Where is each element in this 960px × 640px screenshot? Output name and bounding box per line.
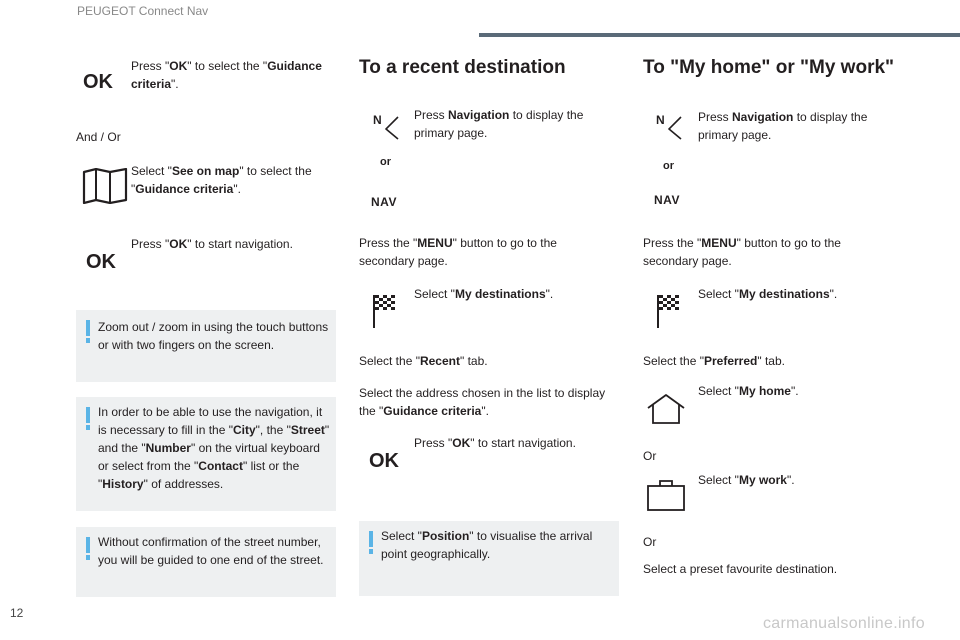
map-icon	[82, 168, 130, 209]
step-see-on-map: Select "See on map" to select the "Guidance criteria".	[131, 164, 312, 196]
note-street-number	[76, 527, 336, 597]
note-position	[359, 521, 619, 596]
or-label: or	[663, 160, 674, 172]
info-marker-icon-lower	[86, 338, 90, 343]
note-fill-address	[76, 397, 336, 511]
step-press-menu: Press the "MENU" button to go to the secondary page.	[359, 236, 557, 268]
or-text: Or	[643, 449, 657, 463]
step-preferred-tab: Select the "Preferred" tab.	[643, 354, 785, 368]
header-title: PEUGEOT Connect Nav	[77, 4, 209, 18]
step-press-menu: Press the "MENU" button to go to the secondary page.	[643, 236, 841, 268]
svg-text:N: N	[373, 113, 382, 127]
ok-icon: OK	[369, 450, 399, 472]
svg-text:N: N	[656, 113, 665, 127]
step-preset-destination: Select a preset favourite destination.	[643, 562, 838, 576]
nav-button-icon: NAV	[654, 193, 680, 207]
info-marker-icon	[86, 537, 90, 553]
navigation-arrow-icon	[655, 113, 685, 146]
home-icon	[646, 393, 686, 430]
step-my-destinations: Select "My destinations".	[414, 287, 554, 301]
step-select-guidance: Press "OK" to select the "Guidance criteria".	[131, 59, 322, 91]
info-marker-icon-lower	[86, 425, 90, 430]
note-zoom-text: Zoom out / zoom in using the touch buttons or with two fingers on the screen.	[98, 320, 329, 352]
header-bar	[479, 33, 960, 37]
nav-button-icon: NAV	[371, 195, 397, 209]
note-position-text: Select "Position" to visualise the arrival point geographically.	[381, 529, 593, 561]
checkered-flag-icon	[371, 293, 397, 334]
checkered-flag-icon	[655, 293, 681, 334]
step-my-home: Select "My home".	[698, 384, 799, 398]
or-label: or	[380, 156, 391, 168]
and-or-text: And / Or	[76, 130, 121, 144]
heading-recent-destination: To a recent destination	[359, 57, 566, 78]
ok-icon: OK	[86, 251, 116, 273]
navigation-arrow-icon	[372, 113, 402, 146]
note-zoom	[76, 310, 336, 382]
heading-my-home-work: To "My home" or "My work"	[643, 57, 895, 78]
step-select-address: Select the address chosen in the list to display the "Guidance criteria".	[359, 386, 606, 418]
step-recent-tab: Select the "Recent" tab.	[359, 354, 488, 368]
ok-icon: OK	[83, 71, 113, 93]
note-street-number-text: Without confirmation of the street number, you will be guided to one end of the street.	[98, 535, 324, 567]
note-fill-address-text: In order to be able to use the navigation, it is necessary to fill in the "City", the "Street" and the "Number" on the virtual keyboard or select from the "Contact" list or the "History" of addresses.	[98, 405, 330, 491]
watermark-text: carmanualsonline.info	[763, 615, 925, 632]
or-text: Or	[643, 535, 657, 549]
step-start-navigation: Press "OK" to start navigation.	[131, 237, 293, 251]
step-start-navigation: Press "OK" to start navigation.	[414, 436, 576, 450]
page-number: 12	[10, 606, 24, 620]
info-marker-icon-lower	[369, 549, 373, 554]
step-my-work: Select "My work".	[698, 473, 795, 487]
info-marker-icon	[86, 407, 90, 423]
info-marker-icon-lower	[86, 555, 90, 560]
step-press-navigation: Press Navigation to display the primary page.	[698, 110, 868, 142]
step-press-navigation: Press Navigation to display the primary page.	[414, 108, 584, 140]
info-marker-icon	[86, 320, 90, 336]
info-marker-icon	[369, 531, 373, 547]
step-my-destinations: Select "My destinations".	[698, 287, 838, 301]
briefcase-icon	[646, 478, 686, 517]
